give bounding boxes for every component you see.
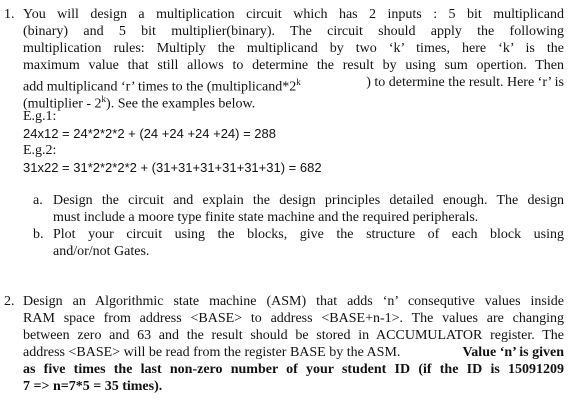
item-b-label: b. (33, 227, 44, 242)
q2-bold-3: 7 => n=7*5 = 35 times). (23, 379, 163, 394)
q1-line-2: (binary) and 5 bit multiplier(binary). The circuit should apply the following (23, 24, 564, 39)
q2-bold-1: Value ‘n’ is given (462, 345, 564, 360)
q1-line-5-head: add multiplicand ‘r’ times to the (multiplicand*2$^k$ (23, 77, 301, 95)
q2-line-3: between zero and 63 and the result should be stored in ACCUMULATOR register. The (23, 328, 564, 343)
q2-line-4-text: address <BASE> will be read from the register BASE by the ASM. (23, 345, 404, 360)
example-2-expression: 31x22 = 31*2*2*2*2 + (31+31+31+31+31+31) = 682 (23, 160, 322, 175)
item-b-line-2: and/or/not Gates. (53, 244, 150, 259)
question-2-number: 2. (4, 294, 15, 309)
q1-line-5-tail: ) to determine the result. Here ‘r’ is (366, 75, 564, 90)
example-1-expression: 24x12 = 24*2*2*2 + (24 +24 +24 +24) = 288 (23, 126, 276, 141)
item-a-line-1: Design the circuit and explain the design principles detailed enough. The design (53, 193, 564, 208)
q2-bold-2: as five times the last non-zero number of your student ID (if the ID is 15091209 (23, 362, 564, 377)
item-b-line-1: Plot your circuit using the blocks, give the structure of each block using (53, 227, 564, 242)
question-1-number: 1. (4, 7, 15, 22)
item-a-label: a. (33, 193, 43, 208)
example-2-label: E.g.2: (23, 143, 57, 158)
item-a-line-2: must include a moore type finite state machine and the required peripherals. (53, 210, 479, 225)
q1-line-1: You will design a multiplication circuit which has 2 inputs : 5 bit multiplicand (23, 7, 564, 22)
q1-line-6: (multiplier - 2$^k$). See the examples below. (23, 94, 256, 112)
q2-line-4 (23, 344, 564, 361)
q1-line-3: multiplication rules: Multiply the multiplicand by two ‘k’ times, here ‘k’ is the (23, 41, 564, 56)
q2-line-2: RAM space from address <BASE> to address <BASE+n-1>. The values are changing (23, 311, 564, 326)
q2-line-1: Design an Algorithmic state machine (ASM) that adds ‘n’ consequtive values inside (23, 294, 564, 309)
q1-line-4: maximum value that still allows to determine the result by using sum opertion. Then (23, 58, 564, 73)
example-1-label: E.g.1: (23, 109, 57, 124)
